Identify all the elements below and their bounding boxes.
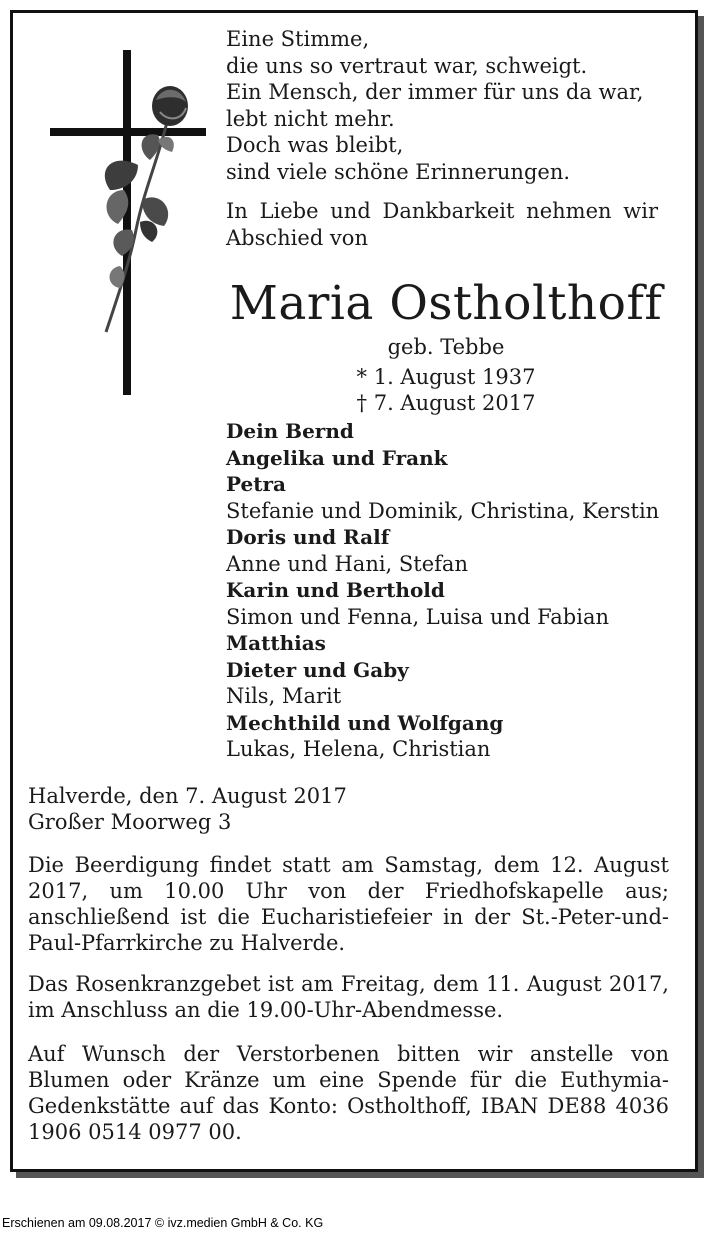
family-member: Stefanie und Dominik, Christina, Kerstin [226, 498, 660, 523]
rosary-info: Das Rosenkranzgebet ist am Freitag, dem 11. August 2017, im Anschluss an die 19.00-Uhr-Abendmesse. [28, 972, 669, 1022]
poem-line: die uns so vertraut war, schweigt. [226, 53, 588, 78]
family-member: Matthias [226, 631, 326, 655]
funeral-info: Die Beerdigung findet statt am Samstag, dem 12. August 2017, um 10.00 Uhr von der Friedhofskapelle aus; anschließend ist die Eucharistiefeier in der St.-Peter-und-Paul-Pfarrkirche zu Halverde. [28, 853, 669, 955]
family-member: Nils, Marit [226, 684, 342, 708]
family-member: Simon und Fenna, Luisa und Fabian [226, 604, 609, 629]
family-member: Doris und Ralf [226, 525, 390, 549]
publication-footer: Erschienen am 09.08.2017 © ivz.medien GmbH & Co. KG [2, 1216, 324, 1230]
family-member: Karin und Berthold [226, 578, 445, 602]
place-and-address [28, 783, 668, 835]
birth-date: * 1. August 1937 [356, 365, 536, 389]
deceased-name: Maria Ostholthoff [229, 276, 663, 331]
poem-line: Ein Mensch, der immer für uns da war, [226, 80, 644, 104]
family-list [226, 418, 686, 763]
poem-line: Doch was bleibt, [226, 133, 404, 157]
family-member: Petra [226, 472, 286, 496]
place-date: Halverde, den 7. August 2017 [28, 784, 347, 808]
address: Großer Moorweg 3 [28, 810, 232, 834]
family-member: Dein Bernd [226, 419, 354, 443]
poem-line: lebt nicht mehr. [226, 106, 395, 131]
family-member: Angelika und Frank [226, 445, 448, 470]
donation-info: Auf Wunsch der Verstorbenen bitten wir anstelle von Blumen oder Kränze um eine Spende für die Euthymia-Gedenkstätte auf das Konto: Ostholthoff, IBAN DE88 4036 1906 0514 0977 00. [28, 1042, 669, 1144]
life-dates [226, 364, 666, 416]
family-member: Anne und Hani, Stefan [226, 551, 468, 576]
poem-line: sind viele schöne Erinnerungen. [226, 159, 571, 184]
poem [226, 26, 666, 185]
farewell-intro: In Liebe und Dankbarkeit nehmen wir Abschied von [226, 199, 658, 250]
maiden-name: geb. Tebbe [387, 335, 505, 359]
family-member: Lukas, Helena, Christian [226, 737, 491, 761]
family-member: Dieter und Gaby [226, 657, 409, 682]
death-date: † 7. August 2017 [356, 391, 536, 415]
cross-with-rose-icon [40, 40, 210, 400]
poem-line: Eine Stimme, [226, 27, 370, 51]
family-member: Mechthild und Wolfgang [226, 710, 504, 735]
